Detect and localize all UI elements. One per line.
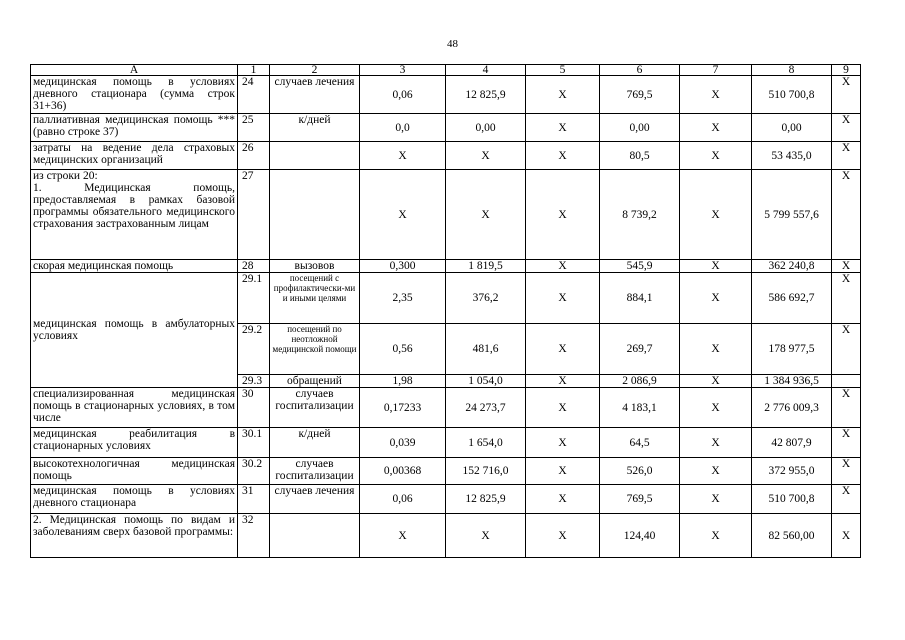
cell-value: X: [526, 514, 600, 558]
cell-value: 64,5: [600, 428, 680, 458]
cell-value: 884,1: [600, 273, 680, 324]
table-row: [31, 170, 861, 260]
cell-value: X: [526, 273, 600, 324]
cell-value: X: [832, 428, 861, 458]
row-unit: [270, 142, 360, 170]
cell-value: 0,00: [446, 114, 526, 142]
row-unit: обращений: [270, 375, 360, 388]
cell-value: [832, 375, 861, 388]
cell-value: 5 799 557,6: [752, 170, 832, 260]
row-unit: случаев лечения: [270, 485, 360, 514]
row-unit: к/дней: [270, 428, 360, 458]
cell-value: 178 977,5: [752, 324, 832, 375]
cell-value: X: [526, 142, 600, 170]
financing-table: [30, 64, 861, 558]
cell-value: 1 819,5: [446, 260, 526, 273]
row-code: 28: [238, 260, 270, 273]
row-description: высокотехнологичная медицинская помощь: [31, 458, 238, 485]
cell-value: X: [680, 485, 752, 514]
cell-value: X: [526, 375, 600, 388]
header-cell: 2: [270, 65, 360, 76]
cell-value: 1 654,0: [446, 428, 526, 458]
cell-value: 0,06: [360, 76, 446, 114]
row-unit: вызовов: [270, 260, 360, 273]
row-description: скорая медицинская помощь: [31, 260, 238, 273]
cell-value: 2 086,9: [600, 375, 680, 388]
row-code: 29.3: [238, 375, 270, 388]
row-description: медицинская помощь в условиях дневного стационара: [31, 485, 238, 514]
row-code: 25: [238, 114, 270, 142]
row-unit: к/дней: [270, 114, 360, 142]
cell-value: X: [680, 458, 752, 485]
cell-value: 24 273,7: [446, 388, 526, 428]
table-row: [31, 76, 861, 114]
cell-value: X: [680, 428, 752, 458]
cell-value: X: [832, 514, 861, 558]
row-description: затраты на ведение дела страховых медицинских организаций: [31, 142, 238, 170]
cell-value: X: [832, 388, 861, 428]
cell-value: 481,6: [446, 324, 526, 375]
row-description: медицинская помощь в условиях дневного стационара (сумма строк 31+36): [31, 76, 238, 114]
cell-value: 0,56: [360, 324, 446, 375]
row-code: 32: [238, 514, 270, 558]
cell-value: X: [680, 114, 752, 142]
table-row: [31, 114, 861, 142]
cell-value: 0,039: [360, 428, 446, 458]
header-cell: 7: [680, 65, 752, 76]
row-description: паллиативная медицинская помощь *** (равно строке 37): [31, 114, 238, 142]
row-code: 24: [238, 76, 270, 114]
table-row: [31, 142, 861, 170]
cell-value: 80,5: [600, 142, 680, 170]
header-cell: 9: [832, 65, 861, 76]
cell-value: 2 776 009,3: [752, 388, 832, 428]
cell-value: X: [680, 142, 752, 170]
header-row: [31, 65, 861, 76]
cell-value: 0,06: [360, 485, 446, 514]
cell-value: 0,00368: [360, 458, 446, 485]
row-code: 29.1: [238, 273, 270, 324]
row-unit: посещений по неотложной медицинской помощи: [270, 324, 360, 375]
cell-value: X: [832, 76, 861, 114]
row-description: медицинская реабилитация в стационарных условиях: [31, 428, 238, 458]
row-code: 29.2: [238, 324, 270, 375]
cell-value: X: [360, 170, 446, 260]
cell-value: 82 560,00: [752, 514, 832, 558]
cell-value: 376,2: [446, 273, 526, 324]
header-cell: 6: [600, 65, 680, 76]
header-cell: 4: [446, 65, 526, 76]
cell-value: 510 700,8: [752, 76, 832, 114]
cell-value: X: [526, 114, 600, 142]
header-cell: 1: [238, 65, 270, 76]
cell-value: 2,35: [360, 273, 446, 324]
cell-value: 42 807,9: [752, 428, 832, 458]
row-description: 2. Медицинская помощь по видам и заболеваниям сверх базовой программы:: [31, 514, 238, 558]
cell-value: X: [832, 324, 861, 375]
cell-value: X: [680, 324, 752, 375]
cell-value: X: [526, 485, 600, 514]
table-row: [31, 273, 861, 324]
header-cell: 8: [752, 65, 832, 76]
cell-value: X: [446, 514, 526, 558]
header-cell: 5: [526, 65, 600, 76]
cell-value: X: [680, 273, 752, 324]
cell-value: X: [680, 514, 752, 558]
cell-value: 0,0: [360, 114, 446, 142]
row-code: 27: [238, 170, 270, 260]
cell-value: X: [526, 388, 600, 428]
row-code: 30.1: [238, 428, 270, 458]
cell-value: X: [526, 324, 600, 375]
cell-value: 0,00: [600, 114, 680, 142]
cell-value: 372 955,0: [752, 458, 832, 485]
header-cell: 3: [360, 65, 446, 76]
cell-value: X: [832, 273, 861, 324]
cell-value: X: [526, 76, 600, 114]
page-number: 48: [447, 38, 458, 50]
cell-value: 1 384 936,5: [752, 375, 832, 388]
row-description: [31, 170, 238, 260]
row-unit: случаев лечения: [270, 76, 360, 114]
cell-value: X: [526, 170, 600, 260]
cell-value: 8 739,2: [600, 170, 680, 260]
cell-value: 545,9: [600, 260, 680, 273]
cell-value: X: [680, 170, 752, 260]
table-row: [31, 485, 861, 514]
cell-value: X: [446, 142, 526, 170]
cell-value: 152 716,0: [446, 458, 526, 485]
cell-value: 526,0: [600, 458, 680, 485]
table-row: [31, 428, 861, 458]
row-unit: [270, 514, 360, 558]
header-cell: A: [31, 65, 238, 76]
cell-value: X: [680, 375, 752, 388]
cell-value: X: [526, 458, 600, 485]
cell-value: X: [680, 260, 752, 273]
cell-value: 12 825,9: [446, 76, 526, 114]
row-description-intro: из строки 20:: [33, 170, 98, 182]
table-row: [31, 260, 861, 273]
row-description: медицинская помощь в амбулаторных условиях: [31, 273, 238, 388]
table-row: [31, 458, 861, 485]
cell-value: X: [832, 142, 861, 170]
row-code: 30.2: [238, 458, 270, 485]
row-unit: посещений с профилактически-ми и иными целями: [270, 273, 360, 324]
cell-value: 12 825,9: [446, 485, 526, 514]
cell-value: 1 054,0: [446, 375, 526, 388]
row-unit: [270, 170, 360, 260]
cell-value: X: [832, 114, 861, 142]
cell-value: X: [832, 170, 861, 260]
row-code: 26: [238, 142, 270, 170]
cell-value: 4 183,1: [600, 388, 680, 428]
cell-value: X: [832, 458, 861, 485]
row-code: 30: [238, 388, 270, 428]
cell-value: X: [360, 142, 446, 170]
cell-value: 269,7: [600, 324, 680, 375]
cell-value: X: [446, 170, 526, 260]
cell-value: X: [680, 388, 752, 428]
row-description-main: 1. Медицинская помощь, предоставляемая в рамках базовой программы обязательного медицинского страхования застрахованным лицам: [33, 182, 235, 230]
cell-value: 1,98: [360, 375, 446, 388]
cell-value: X: [832, 260, 861, 273]
cell-value: 362 240,8: [752, 260, 832, 273]
cell-value: X: [526, 428, 600, 458]
cell-value: X: [526, 260, 600, 273]
cell-value: 769,5: [600, 76, 680, 114]
cell-value: 0,17233: [360, 388, 446, 428]
row-code: 31: [238, 485, 270, 514]
cell-value: 510 700,8: [752, 485, 832, 514]
cell-value: 0,00: [752, 114, 832, 142]
cell-value: 53 435,0: [752, 142, 832, 170]
row-description: специализированная медицинская помощь в стационарных условиях, в том числе: [31, 388, 238, 428]
cell-value: X: [832, 485, 861, 514]
table-row: [31, 388, 861, 428]
cell-value: 0,300: [360, 260, 446, 273]
cell-value: X: [680, 76, 752, 114]
row-unit: случаев госпитализации: [270, 388, 360, 428]
row-unit: случаев госпитализации: [270, 458, 360, 485]
cell-value: 769,5: [600, 485, 680, 514]
cell-value: X: [360, 514, 446, 558]
table-row: [31, 514, 861, 558]
cell-value: 124,40: [600, 514, 680, 558]
cell-value: 586 692,7: [752, 273, 832, 324]
